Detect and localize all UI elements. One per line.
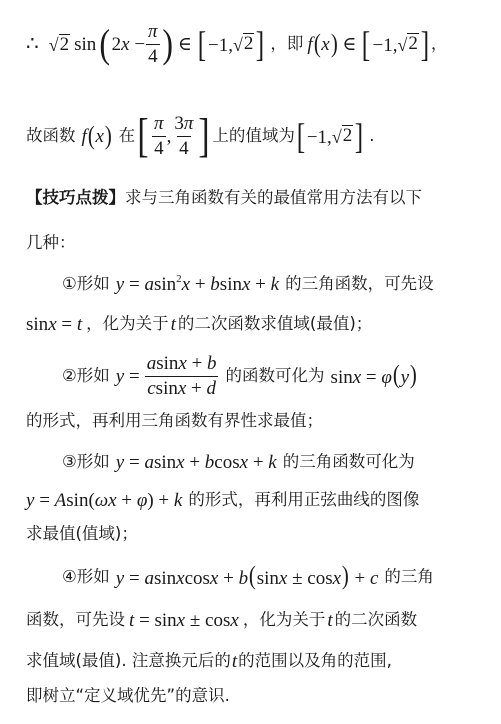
line2-x: x	[95, 125, 104, 147]
range-upper: $\frac{3\pi}{4}$	[174, 112, 194, 159]
method-4-line-1	[62, 562, 434, 592]
bracket-open-2: [	[362, 23, 371, 64]
value-body: −1, √ 2	[306, 125, 353, 148]
method-3-line-3	[26, 526, 138, 543]
method-4-desc-6: 的范围以及角的范围,	[238, 650, 392, 670]
method-1-desc-2: ，化为关于	[86, 313, 169, 333]
bracket-close-2: ]	[420, 23, 430, 64]
method-1-line-2	[26, 310, 372, 338]
line2-prefix: 故函数	[26, 125, 76, 145]
method-4-desc-5: 求值域(最值). 注意换元后的	[26, 650, 231, 670]
method-4-label: ④形如	[62, 566, 110, 586]
element-of: ∈	[177, 33, 192, 55]
method-4-desc-4: 的二次函数	[334, 609, 418, 629]
method-4-sub: t = sinx ± cosx	[129, 609, 239, 631]
method-2-desc: 的函数可化为	[225, 365, 325, 385]
tip-text-1: 求与三角函数有关的最值常用方法有以下	[125, 188, 422, 207]
line2-in: 在	[118, 125, 136, 145]
method-4-line-3	[26, 648, 392, 674]
method-3-expr2: y = Asin(ωx + φ) + k	[26, 489, 183, 511]
value-bracket-close: ]	[355, 115, 364, 156]
method-1-expr: y = asin$^2$x + bsinx + k	[115, 273, 280, 295]
therefore-symbol: ∴	[26, 33, 39, 55]
method-1-desc: 的三角函数，可先设	[285, 273, 434, 293]
range-bracket-open: [	[137, 108, 149, 162]
method-2-y: y =	[115, 365, 140, 387]
right-paren: )	[161, 21, 173, 66]
range-comma: ,	[166, 125, 172, 147]
method-4-t2: t	[231, 650, 238, 672]
line2-mid: 上的值域为	[212, 125, 295, 145]
interval-body: −1, √ 2	[207, 33, 254, 56]
method-4-desc-2: 函数，可先设	[26, 609, 125, 629]
method-1-t: t	[170, 313, 176, 335]
result-line-1	[26, 20, 447, 68]
left-paren: (	[99, 21, 111, 66]
method-2-desc-2: 的形式，再利用三角函数有界性求最值；	[26, 411, 323, 430]
method-3-desc-2: 的形式，再利用正弦曲线的图像	[188, 489, 420, 509]
method-3-line-2	[26, 486, 419, 514]
method-2-label: ②形如	[62, 365, 110, 385]
line2-rp: )	[104, 120, 112, 150]
method-2-frac: $\frac{asinx + b}{csinx + d}$	[146, 352, 217, 399]
connector-text: ，即	[270, 33, 304, 53]
method-3-desc-3: 求最值(值域)；	[26, 524, 138, 543]
method-3-expr: y = asinx + bcosx + k	[115, 451, 277, 473]
f-of-x: f	[307, 33, 313, 55]
fx-var: x	[321, 33, 330, 55]
tip-title: 【技巧点拨】	[26, 188, 125, 207]
fx-left-paren: (	[313, 28, 321, 58]
method-2-expr2: sinx = φ(y)	[330, 360, 417, 389]
line2-lp: (	[87, 120, 95, 150]
sin-text: sin	[74, 33, 97, 55]
bracket-open: [	[197, 23, 207, 64]
result-line-2	[26, 108, 374, 164]
method-2-line-1	[62, 346, 418, 406]
method-1-label: ①形如	[62, 273, 110, 293]
method-4-expr: y = asinxcosx + b(sinx ± cosx) + c	[115, 561, 379, 590]
element-of-2: ∈	[342, 33, 357, 55]
tip-text-2: 几种：	[26, 233, 76, 252]
interval-body-2: −1, √ 2	[372, 33, 418, 56]
method-4-line-4	[26, 688, 230, 705]
method-1-line-1	[62, 270, 434, 298]
method-3-desc: 的三角函数可化为	[282, 451, 415, 471]
inner-expr: 2x −	[111, 33, 146, 55]
method-4-desc: 的三角	[384, 566, 434, 586]
method-3-line-1	[62, 448, 415, 476]
method-3-label: ③形如	[62, 451, 110, 471]
fx-right-paren: )	[330, 28, 338, 58]
method-4-t: t	[327, 609, 333, 631]
comma: ，	[430, 33, 448, 53]
value-bracket-open: [	[296, 115, 306, 156]
method-2-line-2	[26, 413, 323, 430]
method-1-sub: sinx = t	[26, 313, 83, 335]
bracket-close: ]	[256, 23, 265, 64]
range-lower: $\frac{\pi}{4}$	[154, 112, 164, 159]
method-4-desc-3: ，化为关于	[242, 609, 326, 629]
sqrt-two: √ 2	[48, 33, 70, 56]
pi-over-4: $\frac{\pi}{4}$	[148, 20, 158, 67]
line2-period: .	[369, 125, 375, 145]
method-4-line-2	[26, 606, 417, 634]
line2-f: f	[81, 125, 87, 147]
method-1-desc-3: 的二次函数求值域(最值)；	[177, 313, 373, 333]
tip-line-2	[26, 235, 76, 252]
method-4-desc-7: 即树立“定义域优先”的意识.	[26, 686, 230, 705]
tip-line-1	[26, 190, 422, 207]
range-bracket-close: ]	[198, 108, 210, 162]
